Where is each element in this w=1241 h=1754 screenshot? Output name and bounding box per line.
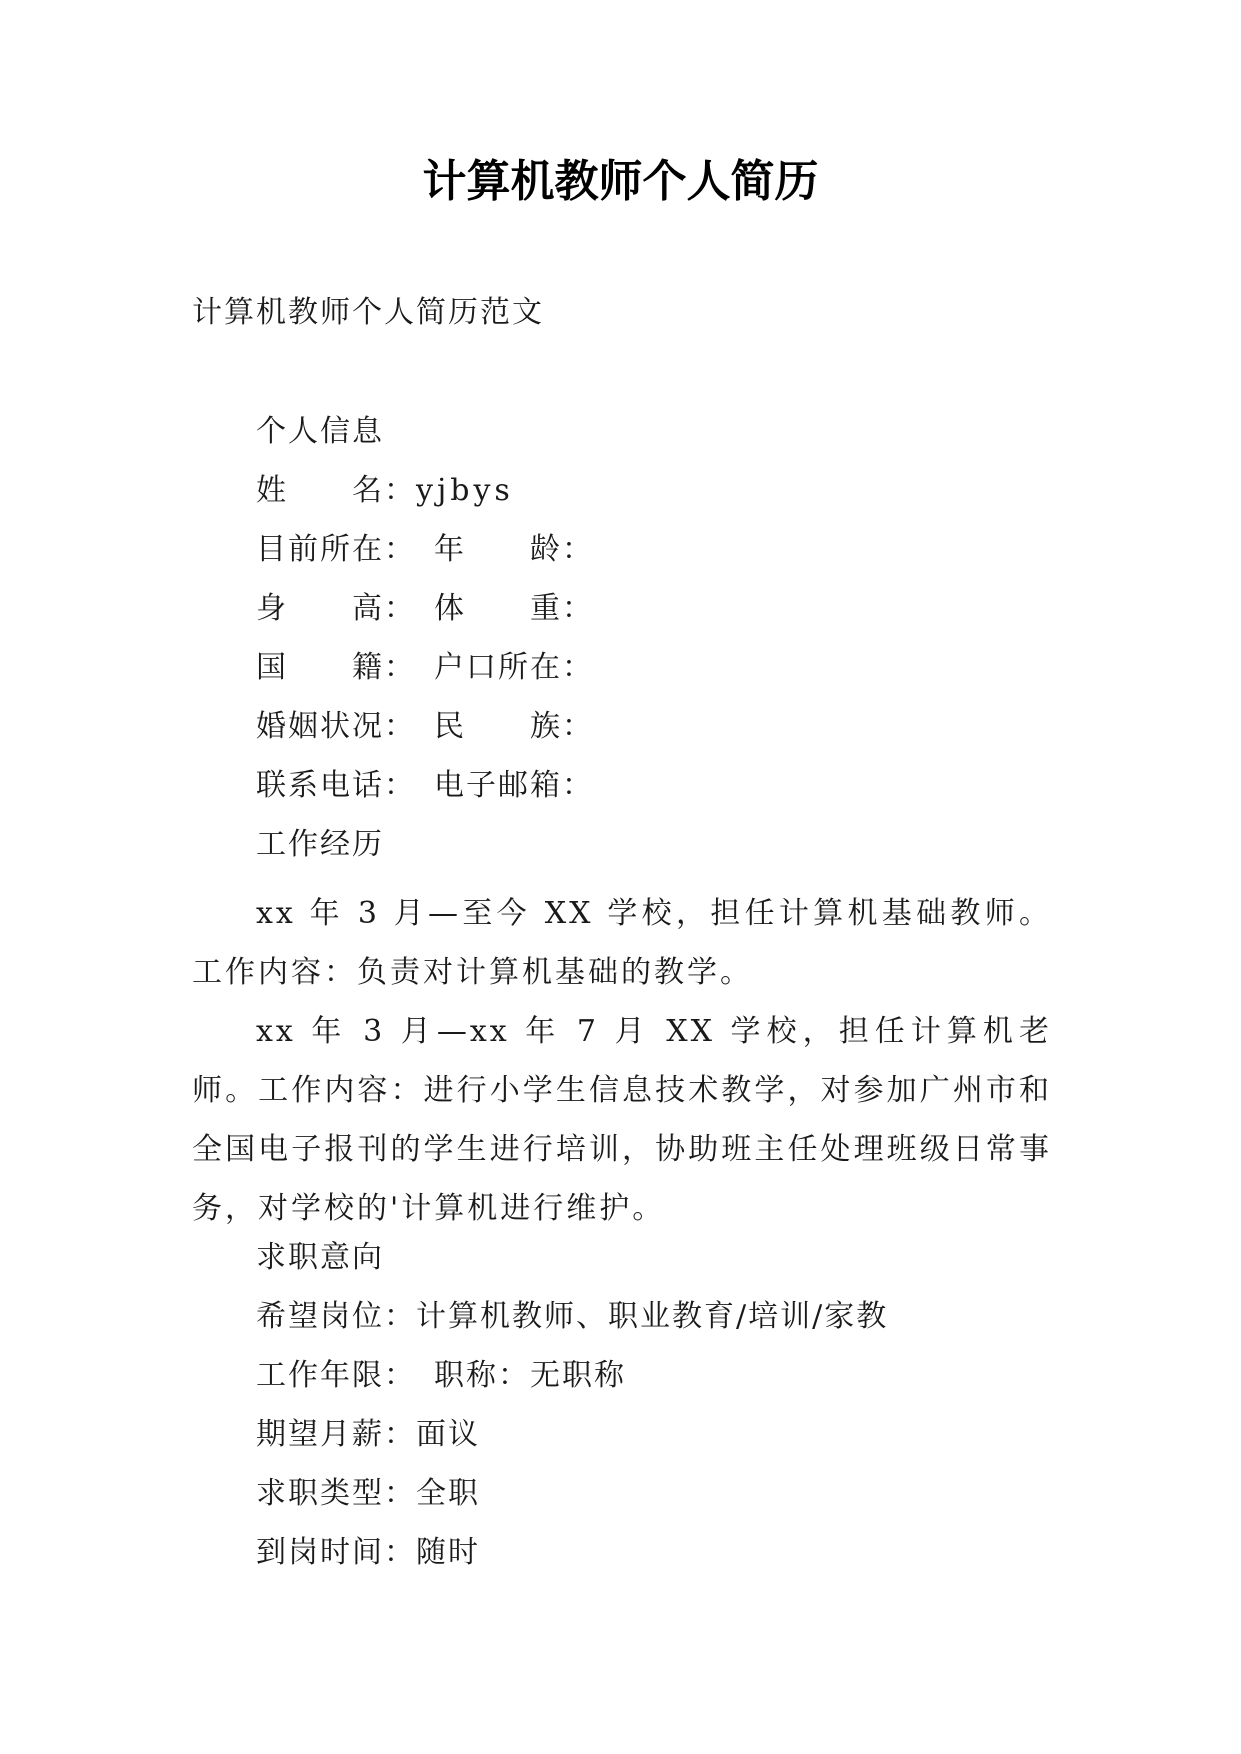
section-heading-personal-info: 个人信息 <box>256 414 384 449</box>
weight-label-b: 重： <box>530 591 594 626</box>
availability: 到岗时间：随时 <box>256 1535 480 1570</box>
document-subtitle: 计算机教师个人简历范文 <box>192 295 544 330</box>
document-title: 计算机教师个人简历 <box>422 156 819 207</box>
marital-label: 婚姻状况： <box>256 709 416 744</box>
nationality-hukou-row <box>192 648 1052 707</box>
ethnic-label-b: 族： <box>530 709 594 744</box>
height-label-b: 高： <box>352 591 416 626</box>
phone-label: 联系电话： <box>256 768 416 803</box>
section-heading-job-intention: 求职意向 <box>256 1240 384 1275</box>
phone-email-row <box>192 766 1052 825</box>
nationality-label-a: 国 <box>256 650 288 685</box>
name-label-b: 名： <box>352 473 416 508</box>
height-label-a: 身 <box>256 591 288 626</box>
work-years-label: 工作年限： <box>256 1358 416 1393</box>
resume-body <box>192 412 1052 1592</box>
age-label-b: 龄： <box>530 532 594 567</box>
expected-salary: 期望月薪：面议 <box>256 1417 480 1452</box>
work-entry-1: xx 年 3 月—至今 XX 学校，担任计算机基础教师。工作内容：负责对计算机基础的教学。 <box>192 896 1052 990</box>
location-age-row <box>192 530 1052 589</box>
nationality-label-b: 籍： <box>352 650 416 685</box>
location-label: 目前所在： <box>256 532 416 567</box>
work-years-title-row <box>192 1356 1052 1415</box>
email-label: 电子邮箱： <box>434 768 594 803</box>
name-value: yjbys <box>416 473 514 508</box>
work-entry-2: xx 年 3 月—xx 年 7 月 XX 学校，担任计算机老师。工作内容：进行小学生信息技术教学，对参加广州市和全国电子报刊的学生进行培训，协助班主任处理班级日常事务，对学校的'计算机进行维护。 <box>192 1014 1052 1226</box>
height-weight-row <box>192 589 1052 648</box>
professional-title: 职称：无职称 <box>434 1358 626 1393</box>
weight-label-a: 体 <box>434 591 466 626</box>
job-type: 求职类型：全职 <box>256 1476 480 1511</box>
section-heading-work-experience: 工作经历 <box>256 827 384 862</box>
marital-ethnic-row <box>192 707 1052 766</box>
hukou-label: 户口所在： <box>434 650 594 685</box>
age-label-a: 年 <box>434 532 466 567</box>
desired-position: 希望岗位：计算机教师、职业教育/培训/家教 <box>256 1299 889 1334</box>
ethnic-label-a: 民 <box>434 709 466 744</box>
name-label-a: 姓 <box>256 473 288 508</box>
name-row <box>192 471 1052 530</box>
